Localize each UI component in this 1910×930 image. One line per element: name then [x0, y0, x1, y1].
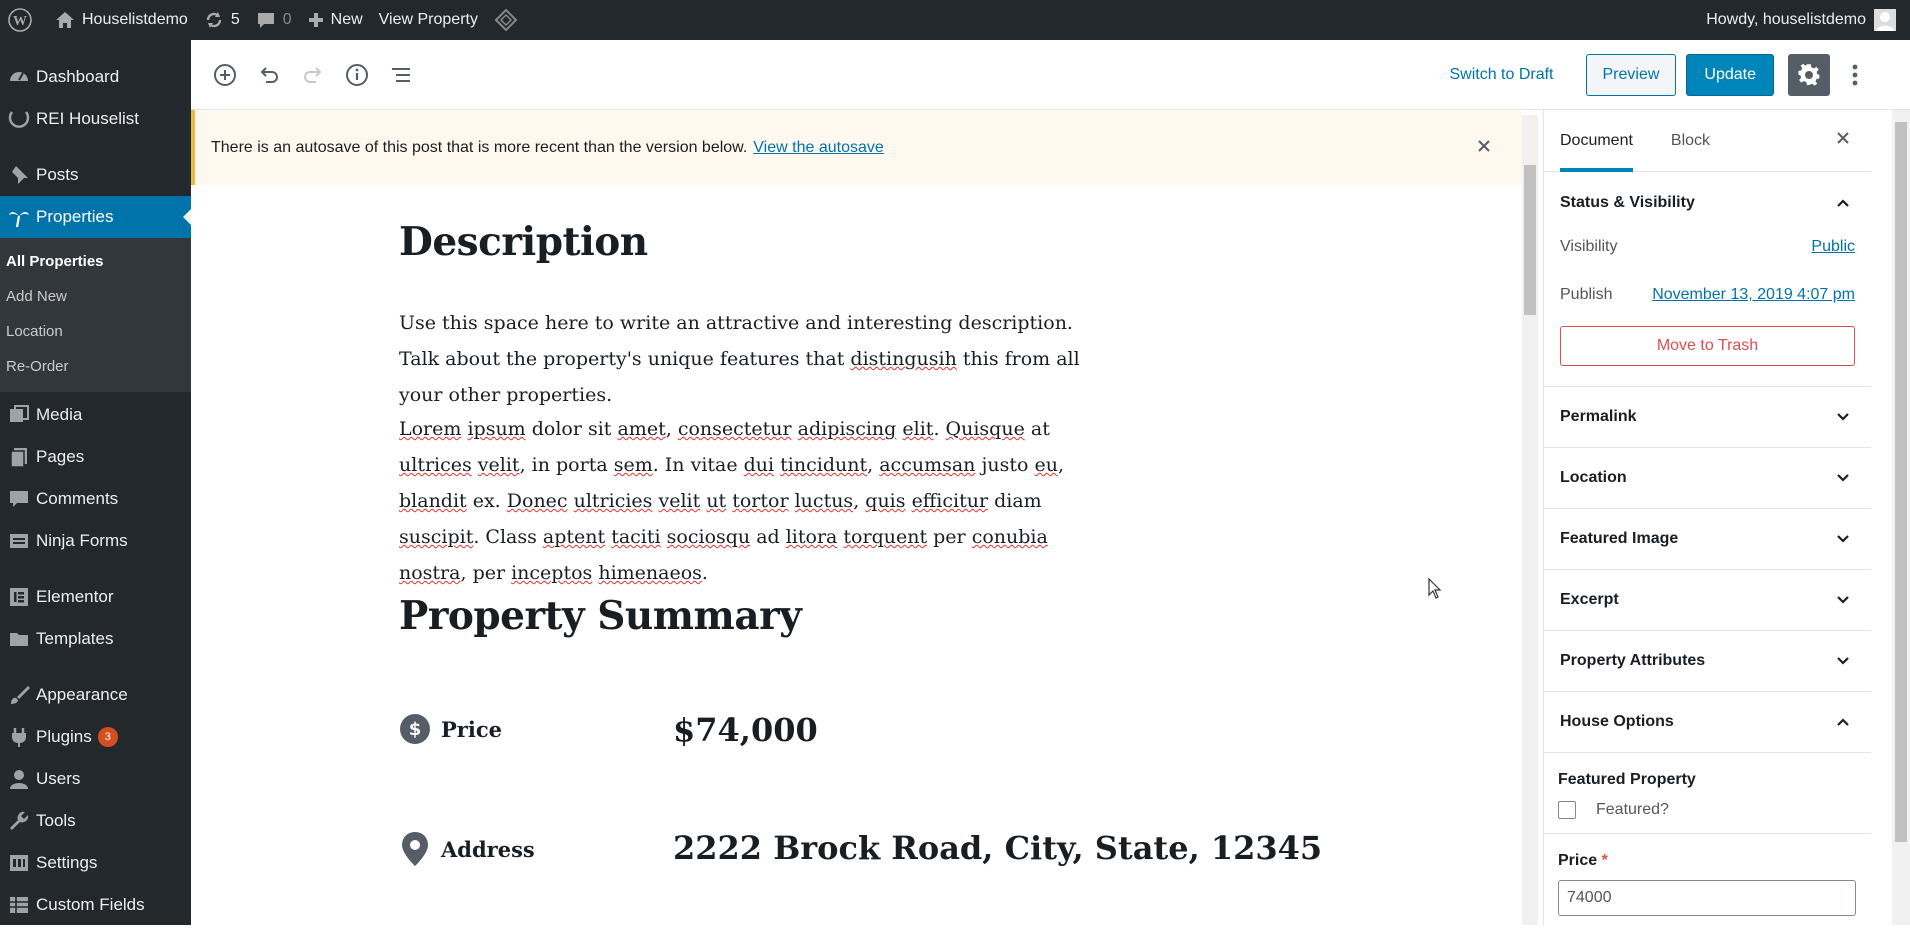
users-icon: [6, 766, 32, 792]
close-icon[interactable]: [1476, 138, 1492, 159]
comments-link[interactable]: [248, 0, 300, 40]
tab-block[interactable]: Block: [1670, 131, 1711, 149]
home-icon: [55, 11, 75, 29]
menu-pages[interactable]: [0, 436, 191, 478]
autosave-notice-text: There is an autosave of this post that is more recent than the version below.: [211, 138, 748, 156]
redo-icon[interactable]: [295, 57, 331, 93]
featured-property-label: Featured Property: [1558, 771, 1696, 788]
section-house-options[interactable]: [1544, 692, 1871, 753]
site-name: Houselistdemo: [82, 11, 188, 28]
featured-checkbox-label: Featured?: [1596, 801, 1669, 818]
updates-icon: [204, 10, 224, 30]
price-input[interactable]: 74000: [1558, 880, 1856, 916]
new-content-link[interactable]: [300, 0, 371, 40]
publish-row: [1560, 271, 1855, 319]
visibility-row: [1560, 223, 1855, 271]
folder-icon: [6, 626, 32, 652]
menu-custom-fields[interactable]: [0, 884, 191, 926]
publish-label: Publish: [1560, 286, 1613, 303]
move-to-trash-button[interactable]: Move to Trash: [1560, 326, 1855, 366]
editor-canvas: [191, 185, 1522, 925]
settings-gear-button[interactable]: [1788, 54, 1830, 96]
updates-link[interactable]: [196, 0, 248, 40]
menu-users[interactable]: [0, 758, 191, 800]
table-icon: [6, 892, 32, 918]
comment-icon: [6, 486, 32, 512]
summary-row-price: [399, 713, 502, 745]
plugins-update-badge: 3: [98, 727, 118, 747]
menu-label: Users: [36, 769, 81, 788]
settings-tabs: [1544, 110, 1871, 172]
pin-icon: [6, 162, 32, 188]
section-permalink[interactable]: [1544, 387, 1871, 448]
undo-icon[interactable]: [251, 57, 287, 93]
media-icon: [6, 402, 32, 428]
menu-rei-houselist[interactable]: [0, 98, 191, 140]
heading-description[interactable]: Description: [399, 219, 648, 265]
map-marker-icon: [399, 831, 431, 867]
close-panel-icon[interactable]: [1835, 130, 1851, 151]
menu-label: Comments: [36, 489, 119, 508]
avatar[interactable]: [1874, 9, 1896, 31]
comments-count: 0: [282, 11, 292, 28]
view-autosave-link[interactable]: View the autosave: [753, 138, 884, 156]
svg-text:$: $: [408, 719, 422, 740]
howdy-user[interactable]: Howdy, houselistdemo: [1706, 11, 1866, 28]
house-options-body: [1544, 753, 1871, 930]
menu-label: Appearance: [36, 685, 128, 704]
settings-sidebar: [1543, 110, 1871, 925]
menu-label: Properties: [36, 207, 114, 226]
menu-label: Pages: [36, 447, 85, 466]
panel-scrollbar-thumb[interactable]: [1895, 122, 1907, 842]
menu-label: Elementor: [36, 587, 114, 606]
featured-checkbox[interactable]: [1558, 801, 1576, 819]
forms-icon: [6, 528, 32, 554]
comment-bubble-icon: [256, 11, 276, 29]
status-visibility-body: [1544, 223, 1871, 387]
chevron-down-icon: [1835, 653, 1851, 669]
visibility-label: Visibility: [1560, 238, 1618, 255]
admin-bar: [0, 0, 1910, 40]
chevron-up-icon: [1835, 195, 1851, 211]
menu-comments[interactable]: [0, 478, 191, 520]
menu-media[interactable]: [0, 394, 191, 436]
chevron-up-icon: [1835, 714, 1851, 730]
paragraph-intro[interactable]: [399, 305, 1099, 413]
panel-scrollbar[interactable]: [1892, 110, 1910, 925]
view-property-label: View Property: [378, 11, 478, 28]
submenu-add-new[interactable]: Add New: [6, 288, 67, 305]
section-title: Excerpt: [1560, 591, 1619, 608]
menu-ninja-forms[interactable]: [0, 520, 191, 562]
block-navigation-icon[interactable]: [383, 57, 419, 93]
wordpress-logo-icon[interactable]: [0, 0, 47, 40]
view-property-link[interactable]: [371, 0, 486, 40]
menu-label: Posts: [36, 165, 79, 184]
admin-sidebar: [0, 40, 191, 925]
section-title: House Options: [1560, 713, 1674, 730]
address-label: Address: [441, 836, 535, 862]
autosave-notice: [191, 110, 1522, 185]
houselist-icon: [6, 106, 32, 132]
heading-property-summary[interactable]: Property Summary: [399, 593, 802, 639]
menu-label: Dashboard: [36, 67, 120, 86]
menu-settings[interactable]: [0, 842, 191, 884]
mouse-cursor-icon: [1428, 578, 1442, 600]
section-property-attributes[interactable]: [1544, 631, 1871, 692]
menu-label: Plugins: [36, 727, 92, 746]
section-excerpt[interactable]: [1544, 570, 1871, 631]
menu-plugins[interactable]: [0, 716, 191, 758]
submenu-re-order[interactable]: Re-Order: [6, 358, 69, 375]
pages-icon: [6, 444, 32, 470]
more-options-icon[interactable]: [1840, 63, 1870, 87]
tab-document[interactable]: Document: [1560, 110, 1633, 172]
chevron-down-icon: [1835, 470, 1851, 486]
update-button[interactable]: Update: [1686, 54, 1774, 96]
settings-icon: [6, 850, 32, 876]
publish-date-link[interactable]: November 13, 2019 4:07 pm: [1652, 286, 1855, 303]
editor-toolbar: [191, 40, 1910, 110]
menu-dashboard[interactable]: [0, 56, 191, 98]
misspelled-word: distingusih: [850, 348, 957, 370]
required-marker: *: [1601, 852, 1608, 869]
menu-label: Custom Fields: [36, 895, 145, 914]
menu-posts[interactable]: [0, 154, 191, 196]
price-label: Price: [441, 716, 502, 742]
status-visibility-title: Status & Visibility: [1560, 193, 1695, 211]
paragraph-lorem[interactable]: Lorem ipsum dolor sit amet, consectetur adipiscing elit. Quisque at ultrices velit, in porta sem. In vitae dui tincidunt, accumsan justo eu, blandit ex. Donec ultricies velit ut tortor luctus, quis efficitur diam suscipit. Class aptent taciti sociosqu ad litora torquent per conubia nostra, per inceptos himenaeos.: [399, 418, 1064, 584]
menu-label: Ninja Forms: [36, 531, 128, 550]
menu-label: Templates: [36, 629, 114, 648]
section-title: Location: [1560, 469, 1627, 486]
price-value: $74,000: [673, 711, 818, 749]
menu-label: Settings: [36, 853, 98, 872]
submenu-location[interactable]: Location: [6, 323, 63, 340]
brush-icon: [6, 682, 32, 708]
preview-button[interactable]: Preview: [1586, 54, 1677, 96]
menu-templates[interactable]: [0, 618, 191, 660]
plug-icon: [6, 724, 32, 750]
submenu-all-properties[interactable]: All Properties: [6, 253, 104, 270]
chevron-down-icon: [1835, 592, 1851, 608]
editor-scrollbar-thumb[interactable]: [1524, 165, 1536, 315]
section-location[interactable]: [1544, 448, 1871, 509]
menu-tools[interactable]: [0, 800, 191, 842]
price-field-text: Price: [1558, 852, 1598, 869]
address-value: 2222 Brock Road, City, State, 12345: [673, 829, 1323, 867]
properties-submenu: [0, 238, 191, 392]
new-label: New: [330, 11, 363, 28]
menu-label: REI Houselist: [36, 109, 139, 128]
section-title: Property Attributes: [1560, 652, 1706, 669]
intro-text-b: this from all your other properties.: [399, 348, 1080, 406]
plus-icon: [308, 12, 324, 28]
svg-text:W: W: [13, 14, 27, 29]
menu-label: Tools: [36, 811, 76, 830]
wrench-icon: [6, 808, 32, 834]
menu-label: Media: [36, 405, 83, 424]
price-field-label: [1558, 852, 1855, 870]
section-title: Permalink: [1560, 408, 1637, 425]
add-block-icon[interactable]: [207, 57, 243, 93]
editor-scrollbar[interactable]: [1522, 115, 1538, 925]
visibility-link[interactable]: Public: [1811, 238, 1855, 255]
switch-to-draft-button[interactable]: Switch to Draft: [1449, 65, 1554, 83]
palm-icon: [6, 204, 32, 230]
dashboard-icon: [6, 64, 32, 90]
menu-appearance[interactable]: [0, 674, 191, 716]
dollar-icon: [399, 713, 431, 745]
menu-elementor[interactable]: [0, 576, 191, 618]
featured-checkbox-row: [1544, 801, 1871, 834]
plugin-diamond-icon[interactable]: [486, 0, 533, 40]
section-featured-image[interactable]: [1544, 509, 1871, 570]
info-icon[interactable]: [339, 57, 375, 93]
chevron-down-icon: [1835, 409, 1851, 425]
summary-row-address: [399, 831, 535, 867]
gear-icon: [1797, 63, 1821, 87]
section-title: Featured Image: [1560, 530, 1679, 547]
intro-text-a: Use this space here to write an attractive and interesting description. Talk about the property's unique features that: [399, 312, 1073, 370]
menu-properties[interactable]: [0, 196, 191, 238]
elementor-icon: [6, 584, 32, 610]
chevron-down-icon: [1835, 531, 1851, 547]
site-name-link[interactable]: [47, 0, 196, 40]
updates-count: 5: [230, 11, 240, 28]
